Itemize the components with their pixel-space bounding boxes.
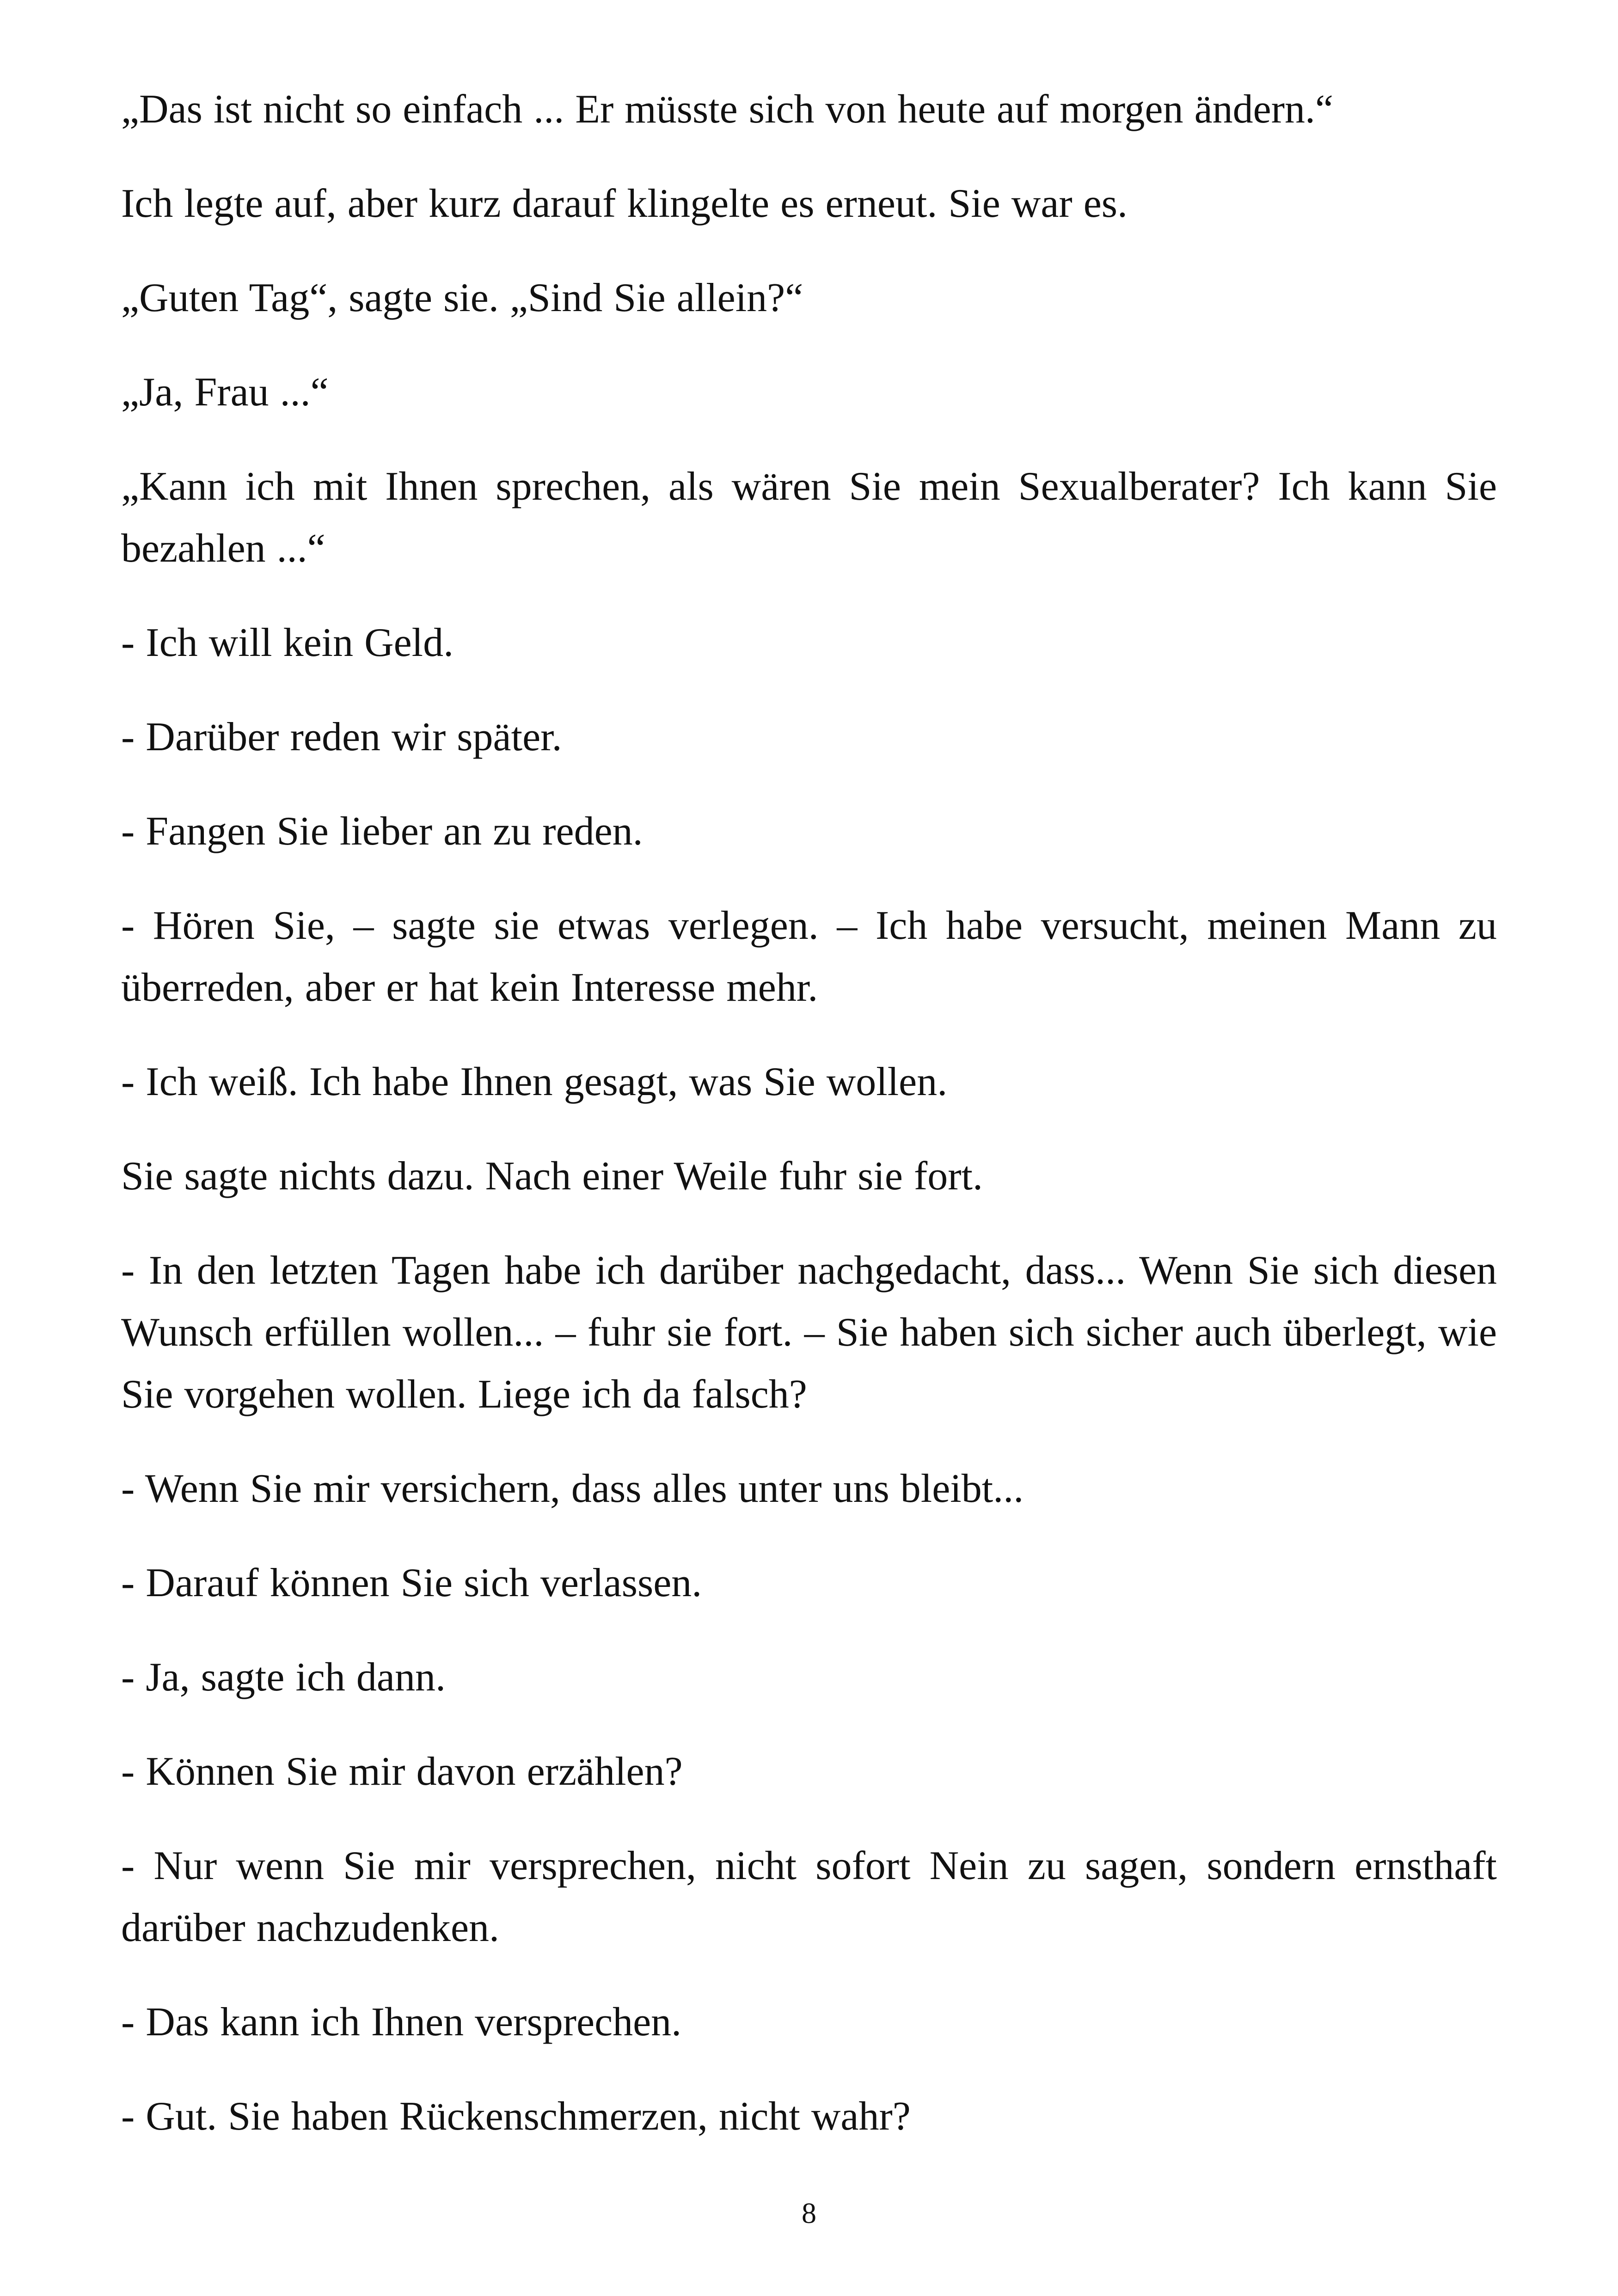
paragraph: - Das kann ich Ihnen versprechen. (121, 2000, 682, 2045)
paragraph: „Das ist nicht so einfach ... Er müsste sich von heute auf morgen ändern.“ (121, 87, 1334, 132)
paragraph: Ich legte auf, aber kurz darauf klingelte es erneut. Sie war es. (121, 181, 1128, 226)
paragraph: - Ja, sagte ich dann. (121, 1655, 446, 1700)
paragraph: - Wenn Sie mir versichern, dass alles unter uns bleibt... (121, 1466, 1024, 1511)
paragraph: - Fangen Sie lieber an zu reden. (121, 809, 643, 854)
paragraph: - Darauf können Sie sich verlassen. (121, 1561, 702, 1605)
page-number: 8 (802, 2197, 816, 2229)
paragraph: - Nur wenn Sie mir versprechen, nicht sofort Nein zu sagen, sondern ernsthaft darüber nachzudenken. (121, 1843, 1497, 1950)
paragraph: - Hören Sie, – sagte sie etwas verlegen. – Ich habe versucht, meinen Mann zu überreden, aber er hat kein Interesse mehr. (121, 903, 1497, 1010)
paragraph: - Können Sie mir davon erzählen? (121, 1749, 683, 1794)
paragraph: - Ich will kein Geld. (121, 620, 454, 665)
paragraph: - Ich weiß. Ich habe Ihnen gesagt, was Sie wollen. (121, 1059, 948, 1104)
paragraph: - Darüber reden wir später. (121, 715, 562, 759)
body-text (121, 79, 1497, 2180)
paragraph: Sie sagte nichts dazu. Nach einer Weile fuhr sie fort. (121, 1154, 983, 1199)
paragraph: „Guten Tag“, sagte sie. „Sind Sie allein?“ (121, 276, 803, 320)
paragraph: „Ja, Frau ...“ (121, 370, 329, 415)
paragraph: - In den letzten Tagen habe ich darüber nachgedacht, dass... Wenn Sie sich diesen Wunsch erfüllen wollen... – fuhr sie fort. – Sie haben sich sicher auch überlegt, wie Sie vorgehen wollen. Liege ich da falsch? (121, 1248, 1497, 1417)
paragraph: „Kann ich mit Ihnen sprechen, als wären Sie mein Sexualberater? Ich kann Sie bezahlen ...“ (121, 464, 1497, 571)
paragraph: - Gut. Sie haben Rückenschmerzen, nicht wahr? (121, 2094, 911, 2139)
